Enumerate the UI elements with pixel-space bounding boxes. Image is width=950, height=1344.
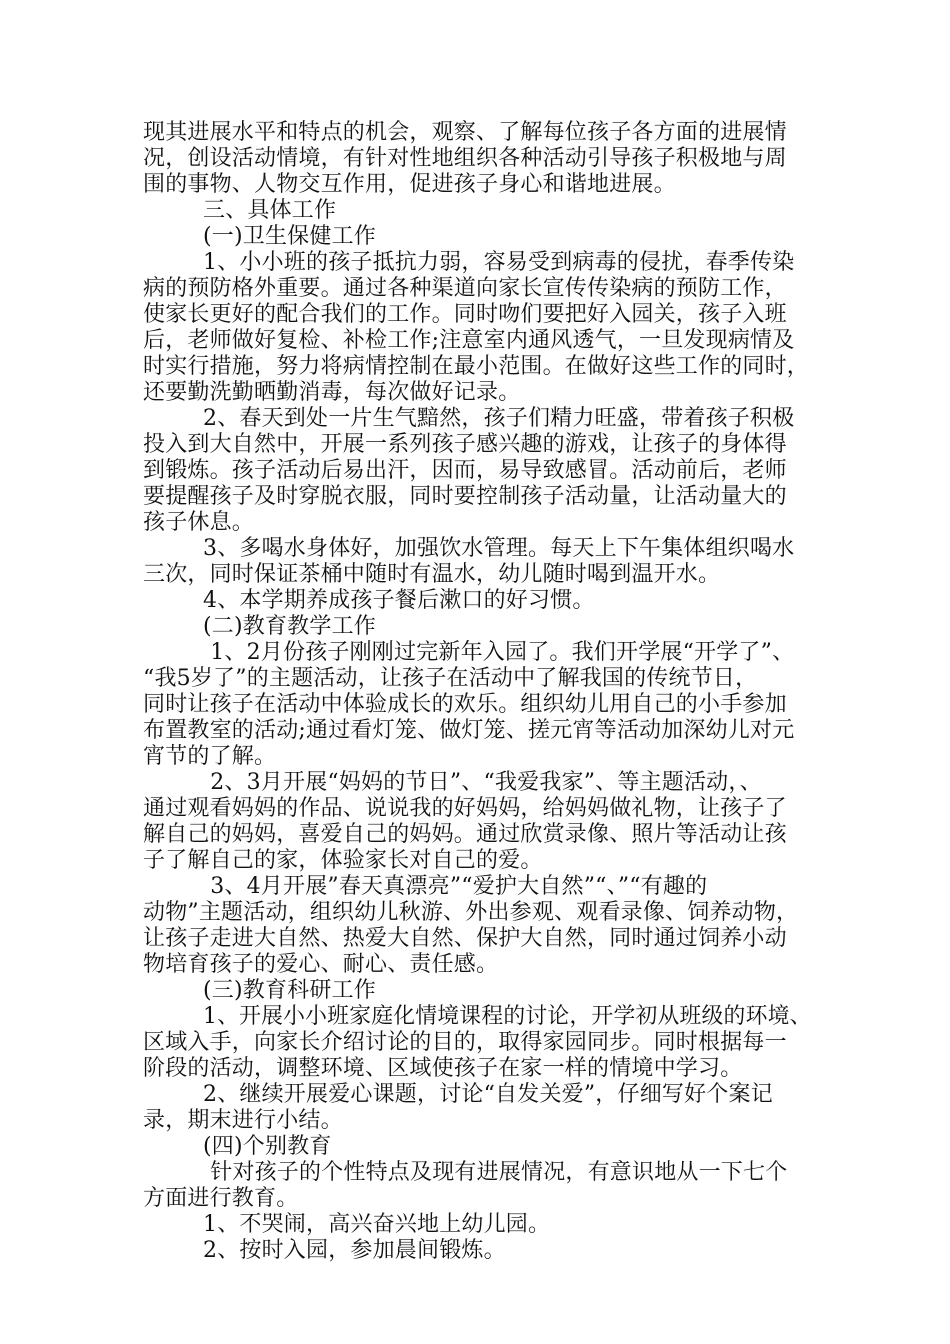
- text-line: 2、春天到处一片生气黯然，孩子们精力旺盛，带着孩子积极: [203, 406, 795, 431]
- text-line: 录，期末进行小结。: [143, 1108, 343, 1133]
- subsection-heading: (三)教育科研工作: [203, 978, 376, 1003]
- text-line: 后，老师做好复检、补检工作;注意室内通风透气，一旦发现病情及: [143, 328, 795, 353]
- text-line: 4、本学期养成孩子餐后漱口的好习惯。: [203, 588, 595, 613]
- text-line: 三次，同时保证茶桶中随时有温水，幼儿随时喝到温开水。: [143, 562, 721, 587]
- text-line: 病的预防格外重要。通过各种渠道向家长宣传传染病的预防工作，: [143, 276, 787, 301]
- text-line: 方面进行教育。: [143, 1186, 299, 1211]
- text-line: 阶段的活动，调整环境、区域使孩子在家一样的情境中学习。: [143, 1056, 743, 1081]
- text-line: 针对孩子的个性特点及现有进展情况，有意识地从一下七个: [203, 1160, 788, 1185]
- text-line: 况，创设活动情境，有针对性地组织各种活动引导孩子积极地与周: [143, 146, 787, 171]
- text-line: 使家长更好的配合我们的工作。同时吻们要把好入园关，孩子入班: [143, 302, 787, 327]
- text-line: 3、4月开展”春天真漂亮”“爱护大自然”“、”“有趣的: [203, 874, 708, 899]
- text-line: 布置教室的活动;通过看灯笼、做灯笼、搓元宵等活动加深幼儿对元: [143, 718, 795, 743]
- text-line: 到锻炼。孩子活动后易出汗，因而，易导致感冒。活动前后，老师: [143, 458, 787, 483]
- text-line: 1、2月份孩子刚刚过完新年入园了。我们开学展“开学了”、: [203, 640, 795, 665]
- text-line: 现其进展水平和特点的机会，观察、了解每位孩子各方面的进展情: [143, 120, 787, 145]
- text-line: 宵节的了解。: [143, 744, 277, 769]
- subsection-heading: (一)卫生保健工作: [203, 224, 376, 249]
- text-line: 孩子休息。: [143, 510, 255, 535]
- subsection-heading: (四)个别教育: [203, 1134, 332, 1159]
- text-line: 围的事物、人物交互作用，促进孩子身心和谐地进展。: [143, 172, 676, 197]
- text-line: “我5岁了”的主题活动，让孩子在活动中了解我国的传统节日，: [143, 666, 758, 691]
- text-line: 2、3月开展“妈妈的节日”、“我爱我家”、等主题活动，、: [203, 770, 762, 795]
- text-line: 1、开展小小班家庭化情境课程的讨论，开学初从班级的环境、: [203, 1004, 812, 1029]
- text-line: 1、不哭闹，高兴奋兴地上幼儿园。: [203, 1212, 551, 1237]
- text-line: 2、按时入园，参加晨间锻炼。: [203, 1238, 506, 1263]
- text-line: 物培育孩子的爱心、耐心、责任感。: [143, 952, 499, 977]
- text-line: 让孩子走进大自然、热爱大自然、保护大自然，同时通过饲养小动: [143, 926, 787, 951]
- text-line: 要提醒孩子及时穿脱衣服，同时要控制孩子活动量，让活动量大的: [143, 484, 787, 509]
- text-line: 2、继续开展爱心课题，讨论“自发关爱”，仔细写好个案记: [203, 1082, 773, 1107]
- text-line: 时实行措施，努力将病情控制在最小范围。在做好这些工作的同时，: [143, 354, 810, 379]
- subsection-heading: (二)教育教学工作: [203, 614, 376, 639]
- text-line: 子了解自己的家，体验家长对自己的爱。: [143, 848, 543, 873]
- text-line: 同时让孩子在活动中体验成长的欢乐。组织幼儿用自己的小手参加: [143, 692, 787, 717]
- text-line: 动物”主题活动，组织幼儿秋游、外出参观、观看录像、饲养动物，: [143, 900, 799, 925]
- section-heading: 三、具体工作: [203, 198, 337, 223]
- text-line: 投入到大自然中，开展一系列孩子感兴趣的游戏，让孩子的身体得: [143, 432, 787, 457]
- text-line: 3、多喝水身体好，加强饮水管理。每天上下午集体组织喝水: [203, 536, 795, 561]
- text-line: 通过观看妈妈的作品、说说我的好妈妈，给妈妈做礼物，让孩子了: [143, 796, 787, 821]
- text-line: 解自己的妈妈，喜爱自己的妈妈。通过欣赏录像、照片等活动让孩: [143, 822, 787, 847]
- text-line: 区域入手，向家长介绍讨论的目的，取得家园同步。同时根据每一: [143, 1030, 787, 1055]
- text-line: 1、小小班的孩子抵抗力弱，容易受到病毒的侵扰，春季传染: [203, 250, 795, 275]
- text-line: 还要勤洗勤晒勤消毒，每次做好记录。: [143, 380, 521, 405]
